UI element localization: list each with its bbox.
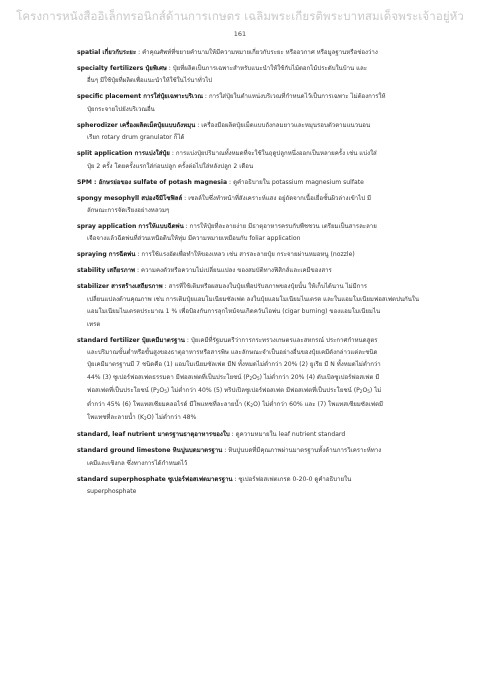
glossary-entry (77, 120, 431, 145)
entry-continuation-line (77, 399, 431, 412)
entry-definition: เรียก rotary drum granulator ก็ได้ (87, 134, 185, 142)
entry-definition: การใช้แรงอัดเพื่อทำให้ของเหลว เช่น สารละลายปุ๋ย กระจายผ่านหมอหนู (nozzle) (141, 251, 355, 259)
glossary-entry (77, 429, 431, 441)
entry-continuation-line (77, 205, 431, 217)
entry-continuation-line (77, 161, 431, 173)
entry-term: specialty fertilizers ปุ๋ยพิเศษ (77, 65, 167, 72)
entry-definition: ลักษณะการจัดเรียงอย่างหลวมๆ (87, 207, 170, 215)
entry-continuation-line (77, 306, 431, 318)
entry-definition: เครื่องมือผลิตปุ๋ยเม็ดแบบถังกลมยาวและหมุนรอบตัวตามแนวนอน (201, 121, 371, 129)
entry-definition: หินปูนบดที่มีคุณภาพผ่านมาตรฐานทั้งด้านการวิเคราะห์ทาง (228, 447, 382, 455)
entry-continuation-line (77, 412, 431, 425)
glossary-entry (77, 177, 431, 189)
entry-first-line: spongy mesophyll สปองจีมีโซฟิลล์ : เซลล์ใบซึ่งทำหน้าที่สังเคราะห์แสง อยู่ถัดจากเนื้อเยื่อชั้นผิวล่างเข้าไป มี (77, 194, 372, 202)
entry-term: spray application การให้แบบฉีดพ่น (77, 223, 184, 231)
entry-definition: คำคุณศัพท์ที่ขยายคำนามให้มีความหมายเกี่ยวกับระยะ หรืออวกาศ หรือมูลฐานหรือช่องว่าง (142, 49, 378, 56)
glossary-content (77, 47, 431, 502)
entry-definition: superphosphate (87, 487, 137, 495)
entry-continuation-line (77, 294, 431, 306)
entry-term: SPM : อักษรย่อของ sulfate of potash magnesia (77, 178, 228, 186)
entry-term: spongy mesophyll สปองจีมีโซฟิลล์ (77, 194, 183, 202)
glossary-entry (77, 148, 431, 173)
entry-continuation-line (77, 486, 431, 498)
entry-term: specific placement การใส่ปุ๋ยเฉพาะบริเวณ (77, 93, 203, 101)
glossary-entry (77, 265, 431, 277)
entry-first-line: standard superphosphate ซูเปอร์ฟอสเฟตมาตรฐาน : ซูเปอร์ฟอสเฟตเกรด 0-20-0 ดูคำอธิบายใน (77, 475, 352, 483)
entry-definition: การใส่ปุ๋ยในตำแหน่งบริเวณที่กำหนดไว้เป็นการเฉพาะ ไม่ต้องการให้ (208, 93, 386, 101)
glossary-entry (77, 193, 431, 218)
entry-term: standard fertilizer ปุ๋ยเคมีมาตรฐาน (77, 336, 185, 344)
page-header: โครงการหนังสืออิเล็กทรอนิกส์ด้านการเกษตร เฉลิมพระเกียรติพระบาทสมเด็จพระเจ้าอยู่หัว (16, 9, 464, 23)
glossary-entry (77, 335, 431, 426)
entry-term: spraying การฉีดพ่น (77, 251, 136, 259)
entry-first-line: standard, leaf nutrient มาตรฐานธาตุอาหารของใบ : ดูความหมายใน leaf nutrient standard (77, 431, 346, 439)
entry-first-line: spraying การฉีดพ่น : การใช้แรงอัดเพื่อทำให้ของเหลว เช่น สารละลายปุ๋ย กระจายผ่านหมอหนู (nozzle) (77, 251, 355, 259)
entry-first-line: specialty fertilizers ปุ๋ยพิเศษ : ปุ๋ยที่ผลิตเป็นการเฉพาะสำหรับแนะนำให้ใช้กับไม้ดอกไม้ประดับในบ้าน และ (77, 65, 368, 72)
entry-first-line: SPM : อักษรย่อของ sulfate of potash magnesia : ดูคำอธิบายใน potassium magnesium sulfate (77, 178, 364, 186)
page-number: 161 (233, 30, 247, 38)
entry-definition: เทรต (87, 320, 101, 328)
entry-continuation-line (77, 104, 431, 116)
entry-definition: เซลล์ใบซึ่งทำหน้าที่สังเคราะห์แสง อยู่ถัดจากเนื้อเยื่อชั้นผิวล่างเข้าไป มี (188, 194, 372, 202)
entry-term: stability เสถียรภาพ (77, 267, 136, 275)
entry-definition: ปุ๋ย 2 ครั้ง โดยครั้งแรกใส่ก่อนปลูก ครั้งต่อไปใส่หลังปลูก 2 เดือน (87, 162, 254, 170)
entry-definition: ปุ๋ยเคมีที่รัฐมนตรีว่าการกระทรวงเกษตรและสหกรณ์ ประกาศกำหนดสูตร (190, 336, 378, 344)
entry-definition: ดูความหมายใน leaf nutrient standard (235, 431, 346, 439)
entry-definition: แอมโมเนียมไนเตรตประมาณ 1 % เพื่อป้องกันการลุกไหม้จนเกิดควันไอพ่น (cigar burning) ของแอมโมเนียมไน (87, 308, 381, 316)
entry-first-line: spherodizer เครื่องผลิตเม็ดปุ๋ยแบบถังหมุน : เครื่องมือผลิตปุ๋ยเม็ดแบบถังกลมยาวและหมุนรอบตัวตามแนวนอน (77, 121, 371, 129)
entry-term: standard, leaf nutrient มาตรฐานธาตุอาหารของใบ (77, 431, 230, 439)
entry-definition: 44% (3) ซูเปอร์ฟอสเฟตธรรมดา มีฟอสเฟตที่เป็นประโยชน์ $(P_2O_5)$ ไม่ต่ำกว่า 20% (4) ดับเบิลซูเปอร์ฟอสเฟต มี (87, 373, 380, 381)
entry-first-line: stabilizer สารสร้างเสถียรภาพ : สารที่ใช้เติมหรือผสมลงในปุ๋ยเพื่อปรับสภาพของปุ๋ยนั้น ให้เก็บได้นาน ไม่มีการ (77, 283, 368, 291)
entry-definition: เคมีและเชิงกล ซึ่งทางการได้กำหนดไว้ (87, 459, 188, 467)
entry-definition: อื่นๆ มีใช้ปุ๋ยที่ผลิตเพื่อแนะนำให้ใช้ในไร่นาทั่วไป (87, 77, 213, 85)
glossary-entry (77, 47, 431, 59)
entry-first-line: standard ground limestone หินปูนบดมาตรฐาน : หินปูนบดที่มีคุณภาพผ่านมาตรฐานทั้งด้านการวิเคราะห์ทาง (77, 447, 382, 455)
entry-definition: เปลี่ยนแปลงด้านคุณภาพ เช่น การเติมปุ๋ยแอมโมเนียมซัลเฟต ลงในปุ๋ยแอมโมเนียมไนเตรต และในแอมโมเนียมฟอสเฟตปนกันใน (87, 295, 420, 303)
entry-term: split application การแบ่งใส่ปุ๋ย (77, 150, 170, 158)
entry-continuation-line (77, 385, 431, 398)
glossary-entry (77, 445, 431, 470)
glossary-entry (77, 281, 431, 331)
entry-term: stabilizer สารสร้างเสถียรภาพ (77, 283, 163, 291)
entry-term: standard superphosphate ซูเปอร์ฟอสเฟตมาตรฐาน (77, 475, 233, 483)
entry-first-line: standard fertilizer ปุ๋ยเคมีมาตรฐาน : ปุ๋ยเคมีที่รัฐมนตรีว่าการกระทรวงเกษตรและสหกรณ์ ประกาศกำหนดสูตร (77, 336, 378, 344)
entry-first-line: stability เสถียรภาพ : ความคงตัวหรือความไม่เปลี่ยนแปลง ของสมบัติทางฟิสิกส์และเคมีของสาร (77, 267, 332, 275)
glossary-entry (77, 474, 431, 499)
entry-definition: โพแทชที่ละลายน้ำ $(K_2O)$ ไม่ต่ำกว่า 48% (87, 414, 197, 422)
entry-definition: การแบ่งปุ๋ยปริมาณทั้งหมดที่จะใช้ในฤดูปลูกหนึ่งออกเป็นหลายครั้ง เช่น แบ่งใส่ (175, 150, 377, 158)
entry-definition: ความคงตัวหรือความไม่เปลี่ยนแปลง ของสมบัติทางฟิสิกส์และเคมีของสาร (141, 267, 332, 275)
entry-definition: ต่ำกว่า 45% (6) โพแทสเซียมคลอไรด์ มีโพแทชที่ละลายน้ำ $(K_2O)$ ไม่ต่ำกว่า 60% และ (7) โพแทสเซียมซัลเฟตมี (87, 400, 384, 408)
entry-definition: และปริมาณขั้นต่ำหรือขั้นสูงของธาตุอาหารหรือสารพิษ และลักษณะจำเป็นอย่างอื่นของปุ๋ยเคมีดังกล่าวแต่ละชนิด (87, 349, 378, 357)
entry-definition: ปุ๋ยเคมีมาตรฐานมี 7 ชนิดคือ (1) แอมโมเนียมซัลเฟต มีN ทั้งหมดไม่ต่ำกว่า 20% (2) ยูเรีย มี N ทั้งหมดไม่ต่ำกว่า (87, 361, 381, 369)
entry-first-line: specific placement การใส่ปุ๋ยเฉพาะบริเวณ : การใส่ปุ๋ยในตำแหน่งบริเวณที่กำหนดไว้เป็นการเฉพาะ ไม่ต้องการให้ (77, 93, 386, 101)
entry-continuation-line (77, 132, 431, 144)
glossary-entry (77, 221, 431, 246)
entry-definition: เจือจางแล้วฉีดพ่นที่ส่วนเหนือดินให้ทุ่ม มีความหมายเหมือนกับ foliar application (87, 235, 301, 243)
entry-definition: การให้ปุ๋ยที่ละลายง่าย มีธาตุอาหารครบกับพืชชวน เตรียมเป็นสารละลาย (189, 223, 377, 231)
entry-first-line: split application การแบ่งใส่ปุ๋ย : การแบ่งปุ๋ยปริมาณทั้งหมดที่จะใช้ในฤดูปลูกหนึ่งออกเป็นหลายครั้ง เช่น แบ่งใส่ (77, 150, 377, 158)
entry-term: standard ground limestone หินปูนบดมาตรฐาน (77, 447, 223, 455)
entry-first-line: spatial เกี่ยวกับระยะ : คำคุณศัพท์ที่ขยายคำนามให้มีความหมายเกี่ยวกับระยะ หรืออวกาศ หรือมูลฐานหรือช่องว่าง (77, 49, 378, 56)
entry-definition: ดูคำอธิบายใน potassium magnesium sulfate (233, 178, 364, 186)
entry-continuation-line (77, 233, 431, 245)
entry-continuation-line (77, 359, 431, 371)
entry-definition: ปุ๋ยกระจายไปยังบริเวณอื่น (87, 105, 155, 113)
entry-continuation-line (77, 458, 431, 470)
entry-continuation-line (77, 75, 431, 87)
entry-continuation-line (77, 319, 431, 331)
glossary-entry (77, 63, 431, 88)
entry-definition: ฟอสเฟตที่เป็นประโยชน์ $(P_2O_5)$ ไม่ต่ำกว่า 40% (5) ทริปเปิลซูเปอร์ฟอสเฟต มีฟอสเฟตที่เป็นประโยชน์ $(P_2O_5)$ ไม่ (87, 387, 382, 395)
entry-first-line: spray application การให้แบบฉีดพ่น : การให้ปุ๋ยที่ละลายง่าย มีธาตุอาหารครบกับพืชชวน เตรียมเป็นสารละลาย (77, 223, 377, 231)
entry-definition: ปุ๋ยที่ผลิตเป็นการเฉพาะสำหรับแนะนำให้ใช้กับไม้ดอกไม้ประดับในบ้าน และ (172, 65, 368, 72)
entry-continuation-line (77, 372, 431, 385)
glossary-entry (77, 249, 431, 261)
entry-continuation-line (77, 347, 431, 359)
entry-term: spherodizer เครื่องผลิตเม็ดปุ๋ยแบบถังหมุน (77, 121, 196, 129)
entry-definition: ซูเปอร์ฟอสเฟตเกรด 0-20-0 ดูคำอธิบายใน (238, 475, 352, 483)
entry-term: spatial เกี่ยวกับระยะ (77, 49, 137, 56)
glossary-entry (77, 91, 431, 116)
entry-definition: สารที่ใช้เติมหรือผสมลงในปุ๋ยเพื่อปรับสภาพของปุ๋ยนั้น ให้เก็บได้นาน ไม่มีการ (168, 283, 368, 291)
